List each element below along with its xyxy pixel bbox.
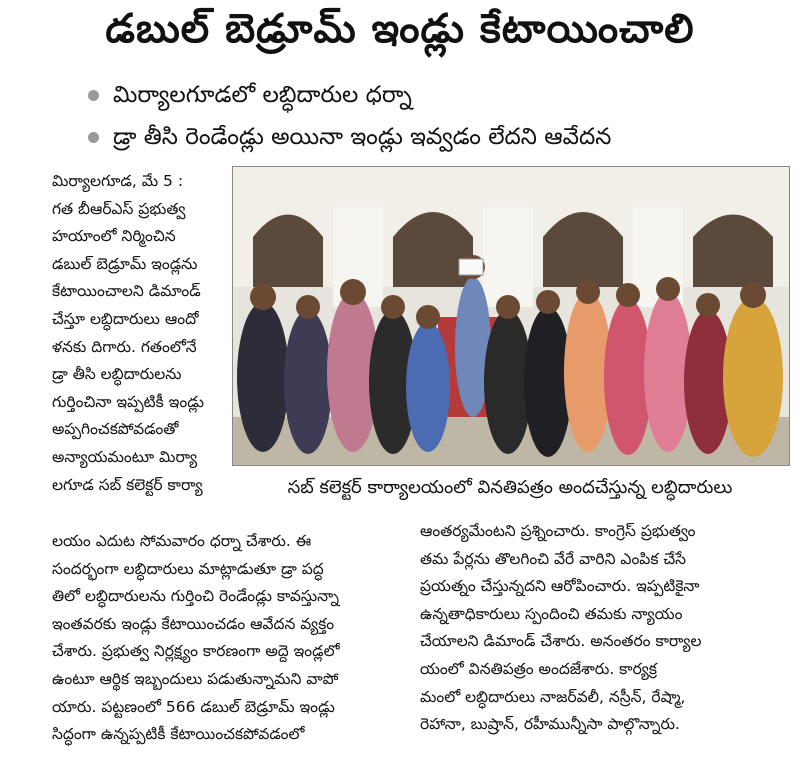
text-line: అన్యాయమంటూ మిర్యా (52, 447, 198, 466)
text-line: గుర్తించినా ఇప్పటికీ ఇండ్లు (52, 392, 205, 411)
article-column-3 (420, 518, 780, 739)
text-line: లగూడ సబ్ కలెక్టర్ కార్యా (52, 475, 203, 494)
bullet-icon (88, 90, 99, 101)
bullet-icon (88, 132, 99, 143)
article-column-1 (52, 168, 230, 499)
article-column-2 (52, 528, 402, 749)
news-photo (232, 166, 790, 466)
text-line: ఉన్నతాధికారులు స్పందించి తమకు న్యాయం (420, 604, 683, 623)
text-line: గత బీఆర్ఎస్ ప్రభుత్వ (52, 199, 186, 218)
text-line: హయాంలో నిర్మించిన (52, 227, 176, 246)
text-line: రెహానా, బుష్రాన్, రహీమున్నీసా పాల్గొన్నారు. (420, 715, 680, 734)
text-line: యంలో వినతిపత్రం అందజేశారు. కార్యక్ర (420, 659, 657, 678)
subhead-2 (88, 124, 611, 156)
text-line: లయం ఎదుట సోమవారం ధర్నా చేశారు. ఈ (52, 532, 312, 550)
text-line: తిలో లబ్ధిదారులను గుర్తించి రెండేండ్లు కావస్తున్నా (52, 587, 339, 606)
text-line: సిద్ధంగా ఉన్నప్పటికీ కేటాయించకపోవడంలో (52, 725, 305, 744)
text-line: చేశారు. ప్రభుత్వ నిర్లక్ష్యం కారణంగా అద్దె ఇండ్లలో (52, 642, 340, 661)
text-line: కేటాయించాలని డిమాండ్ (52, 282, 201, 301)
text-line: మంలో లబ్ధిదారులు నాజర్‌వలీ, నస్రీన్, రేష్మా, (420, 687, 686, 706)
text-line: ళనకు దిగారు. గతంలోనే (52, 337, 197, 356)
headline: డబుల్ బెడ్రూమ్ ఇండ్లు కేటాయించాలి (105, 6, 695, 52)
text-line: యారు. పట్టణంలో 566 డబుల్ బెడ్రూమ్ ఇండ్లు (52, 697, 335, 716)
text-line: ఇంతవరకు ఇండ్లు కేటాయించడం ఆవేదన వ్యక్తం (52, 614, 335, 633)
text-line: చేస్తూ లబ్ధిదారులు ఆందో (52, 309, 199, 328)
text-line: డబుల్ బెడ్రూమ్ ఇండ్లను (52, 254, 198, 273)
subhead-1 (88, 82, 412, 114)
text-line: ఉంటూ ఆర్థిక ఇబ్బందులు పడుతున్నామని వాపో (52, 669, 339, 688)
text-line: ఆంతర్యమేంటని ప్రశ్నించారు. కాంగ్రెస్ ప్రభుత్వం (420, 522, 696, 540)
subhead-2-text: డ్రా తీసి రెండేండ్లు అయినా ఇండ్లు ఇవ్వడం లేదని ఆవేదన (113, 124, 612, 150)
text-line: తమ పేర్లను తొలగించి వేరే వారిని ఎంపిక చేసే (420, 549, 687, 568)
text-line: సందర్భంగా లబ్ధిదారులు మాట్లాడుతూ డ్రా పద్ధ (52, 559, 324, 578)
text-line: చేయాలని డిమాండ్ చేశారు. అనంతరం కార్యాల (420, 632, 702, 651)
text-line: డ్రా తీసి లబ్ధిదారులను (52, 365, 182, 384)
photo-caption: సబ్ కలెక్టర్ కార్యాలయంలో వినతిపత్రం అందచేస్తున్న లబ్ధిదారులు (287, 477, 733, 498)
photo-illustration (233, 167, 789, 465)
text-line: అప్పగించకపోవడంతో (52, 420, 179, 439)
text-line: మిర్యాలగూడ, మే 5 : (52, 172, 184, 190)
text-line: ప్రయత్నం చేస్తున్నదని ఆరోపించారు. ఇప్పటికైనా (420, 577, 700, 596)
subhead-1-text: మిర్యాలగూడలో లబ్ధిదారుల ధర్నా (113, 82, 412, 108)
